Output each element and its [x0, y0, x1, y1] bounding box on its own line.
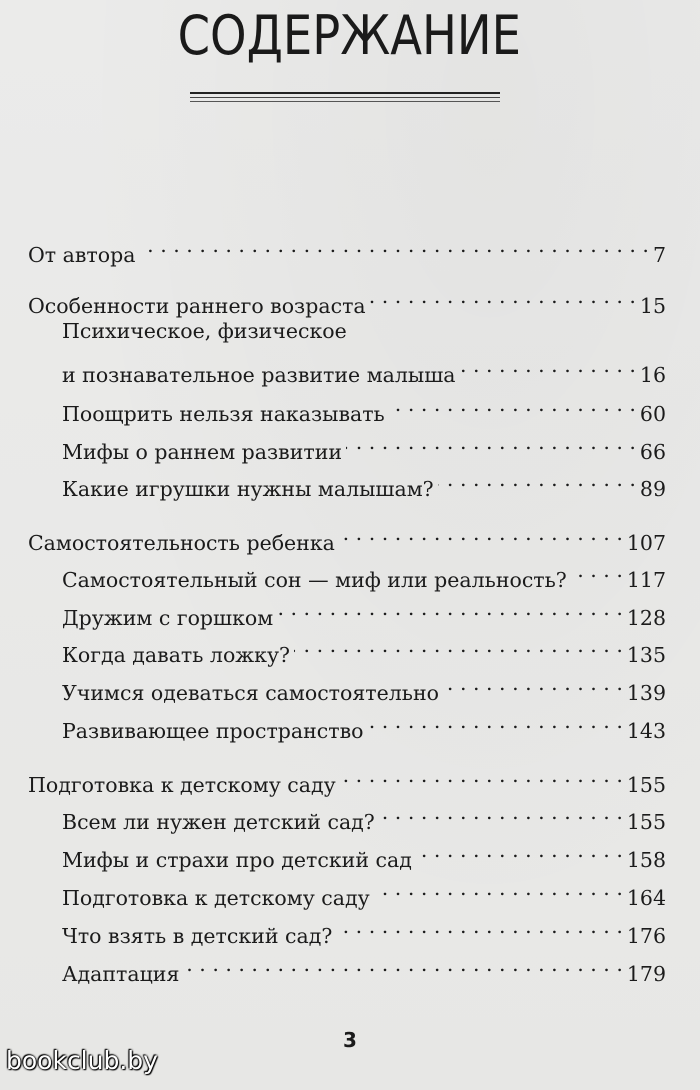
toc-entry-label: Подготовка к детскому саду: [62, 886, 370, 910]
toc-entry-page: 128: [626, 606, 666, 630]
toc-entry-label-line1: Психическое, физическое: [62, 319, 347, 343]
toc-entry-adaptation[interactable]: [62, 947, 666, 986]
toc-section-early-age[interactable]: [28, 279, 666, 318]
leader-dots: [370, 279, 636, 313]
toc-entry-what-to-take[interactable]: [62, 909, 666, 948]
toc-entry-from-author[interactable]: [28, 228, 666, 267]
toc-entry-page: 179: [626, 962, 666, 986]
toc-entry-page: 135: [626, 643, 666, 667]
toc-entry-toys[interactable]: [62, 462, 666, 501]
toc-entry-myths-early[interactable]: [62, 425, 666, 464]
toc-entry-need-kindergarten[interactable]: [62, 795, 666, 834]
toc-entry-label: От автора: [28, 243, 136, 267]
page-title: СОДЕРЖАНИЕ: [177, 4, 522, 67]
toc-entry-page: 117: [626, 568, 666, 592]
toc-entry-label: Мифы и страхи про детский сад: [62, 848, 412, 872]
title-underline: [190, 92, 500, 102]
toc-entry-page: 164: [626, 886, 666, 910]
leader-dots: [443, 666, 623, 700]
toc-entry-label: Когда давать ложку?: [62, 643, 291, 667]
leader-dots: [416, 833, 623, 867]
toc-entry-myths-kindergarten[interactable]: [62, 833, 666, 872]
toc-entry-page: 143: [626, 719, 666, 743]
toc-entry-page: 155: [626, 810, 666, 834]
toc-entry-label: Всем ли нужен детский сад?: [62, 810, 375, 834]
toc-entry-page: 16: [639, 363, 666, 387]
toc-entry-space[interactable]: [62, 704, 666, 743]
toc-entry-label: Поощрить нельзя наказывать: [62, 402, 385, 426]
toc-entry-page: 60: [639, 402, 666, 426]
leader-dots: [460, 348, 636, 382]
page-number: 3: [343, 1028, 357, 1052]
leader-dots: [340, 758, 623, 792]
toc-entry-page: 176: [626, 924, 666, 948]
toc-entry-label: Самостоятельный сон — миф или реальность?: [62, 568, 567, 592]
toc-entry-page: 139: [626, 681, 666, 705]
leader-dots: [374, 871, 623, 905]
toc-entry-encourage[interactable]: [62, 387, 666, 426]
leader-dots: [438, 462, 636, 496]
leader-dots: [379, 795, 623, 829]
toc-entry-page: 89: [639, 477, 666, 501]
leader-dots: [346, 425, 636, 459]
toc-entry-label: Адаптация: [62, 962, 180, 986]
toc-section-independence[interactable]: [28, 516, 666, 555]
leader-dots: [277, 591, 623, 625]
toc-entry-label: Какие игрушки нужны малышам?: [62, 477, 434, 501]
leader-dots: [368, 704, 623, 738]
toc-entry-label: Что взять в детский сад?: [62, 924, 333, 948]
toc-section-page: 107: [626, 531, 666, 555]
toc-section-page: 155: [626, 773, 666, 797]
leader-dots: [339, 516, 623, 550]
leader-dots: [139, 228, 648, 262]
leader-dots: [571, 553, 623, 587]
toc-entry-spoon[interactable]: [62, 628, 666, 667]
toc-entry-label: Развивающее пространство: [62, 719, 364, 743]
toc-section-label: Самостоятельность ребенка: [28, 531, 335, 555]
toc-section-label: Подготовка к детскому саду: [28, 773, 336, 797]
leader-dots: [336, 909, 623, 943]
leader-dots: [389, 387, 636, 421]
watermark: bookclub.by: [6, 1046, 158, 1075]
toc-section-kindergarten[interactable]: [28, 758, 666, 797]
toc-entry-preparation[interactable]: [62, 871, 666, 910]
toc-entry-dressing[interactable]: [62, 666, 666, 705]
toc-entry-label: Учимся одеваться самостоятельно: [62, 681, 439, 705]
toc-entry-page: 158: [626, 848, 666, 872]
toc-section-label: Особенности раннего возраста: [28, 294, 366, 318]
leader-dots: [294, 628, 623, 662]
toc-section-page: 15: [639, 294, 666, 318]
toc-entry-development[interactable]: [62, 348, 666, 387]
leader-dots: [183, 947, 622, 981]
toc-entry-sleep[interactable]: [62, 553, 666, 592]
toc-entry-label: Мифы о раннем развитии: [62, 440, 343, 464]
toc-entry-page: 7: [652, 243, 666, 267]
toc-entry-label: Дружим с горшком: [62, 606, 274, 630]
toc-entry-page: 66: [639, 440, 666, 464]
toc-entry-label: и познавательное развитие малыша: [62, 363, 456, 387]
toc-entry-potty[interactable]: [62, 591, 666, 630]
